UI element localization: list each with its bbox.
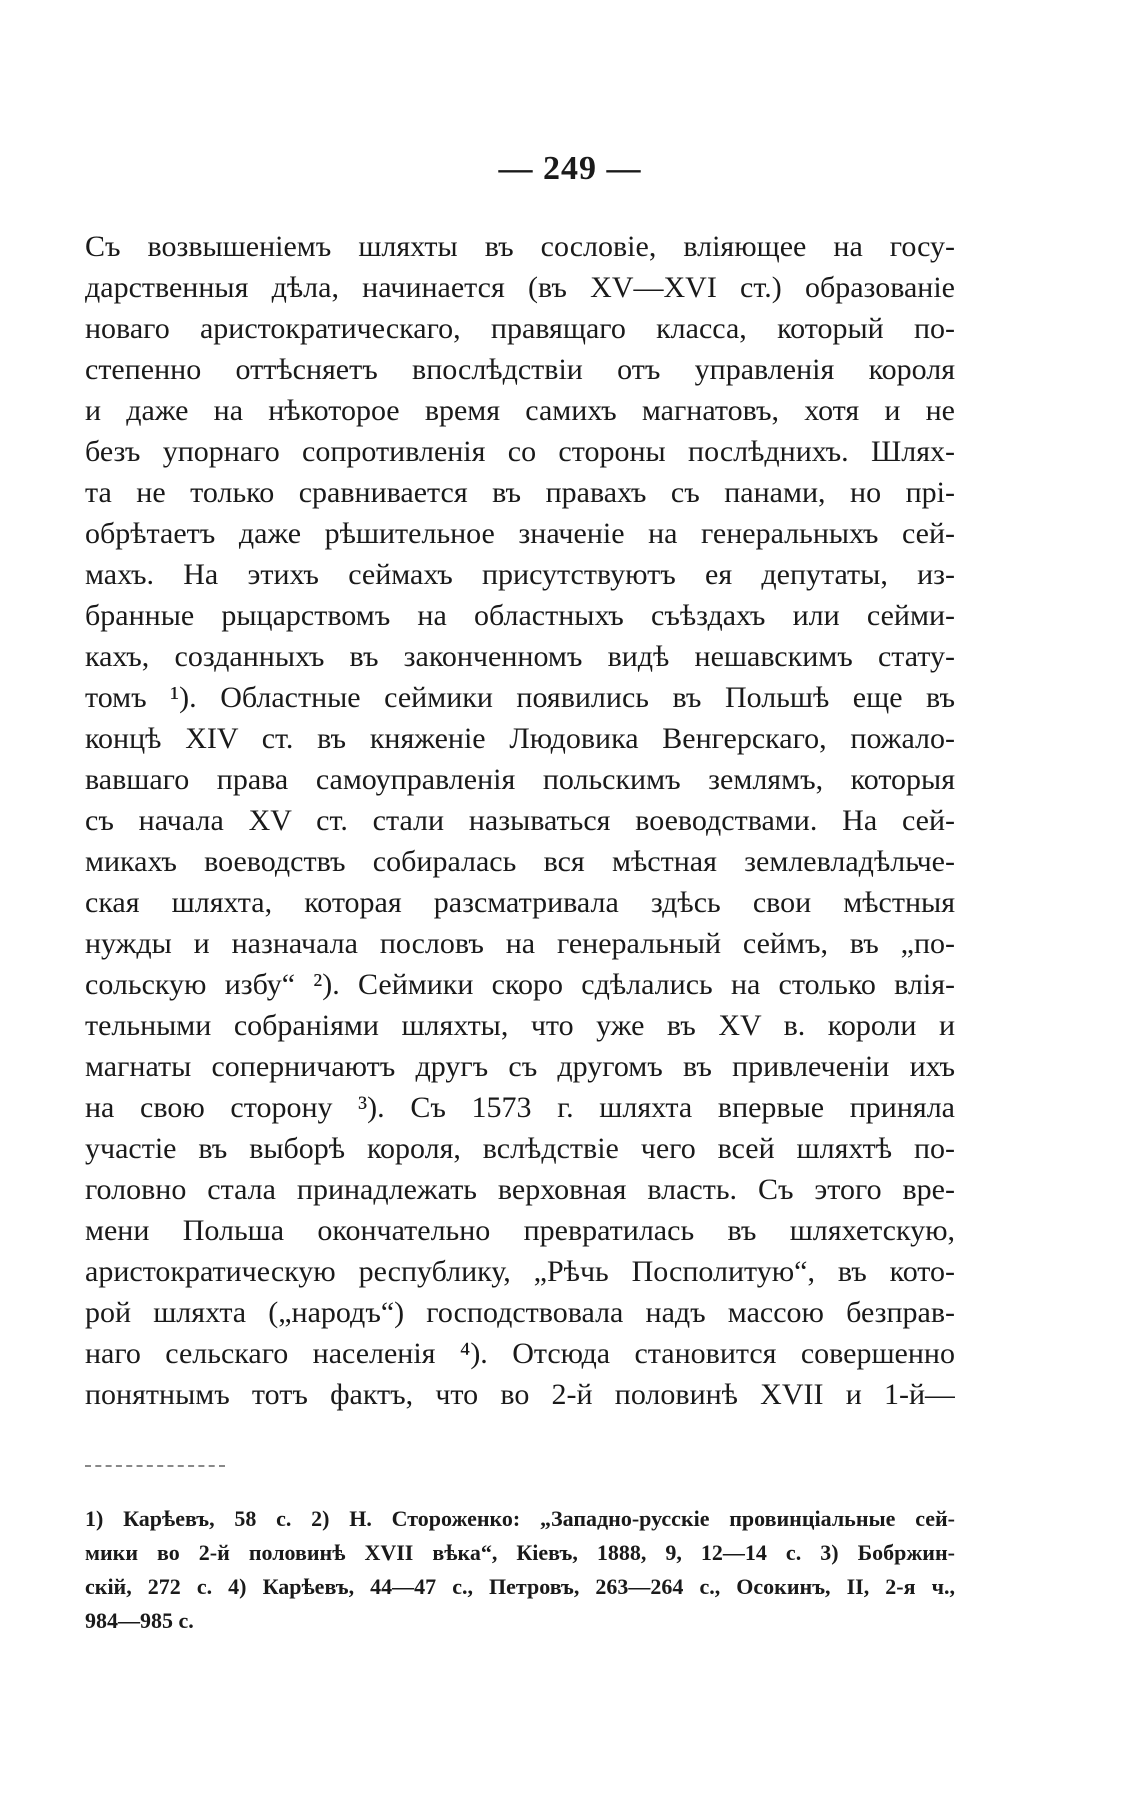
footnote-line: скій, 272 с. 4) Карѣевъ, 44—47 с., Петровъ, 263—264 с., Осокинъ, II, 2-я ч., [85,1574,955,1599]
text-line: и даже на нѣкоторое время самихъ магнатовъ, хотя и не [85,394,955,427]
text-line: безъ упорнаго сопротивленія со стороны послѣднихъ. Шлях- [85,435,955,468]
text-line: рой шляхта („народъ“) господствовала надъ массою безправ- [85,1296,955,1329]
page-number: — 249 — [498,150,642,187]
body-text [85,226,955,1415]
footnote-line: 984—985 с. [85,1608,194,1633]
text-line: томъ ¹). Областные сеймики появились въ Польшѣ еще въ [85,681,955,714]
text-line: наго сельскаго населенія ⁴). Отсюда становится совершенно [85,1337,955,1370]
text-line: магнаты соперничаютъ другъ съ другомъ въ привлеченіи ихъ [85,1050,955,1083]
text-line: та не только сравнивается въ правахъ съ панами, но прі- [85,476,955,509]
text-line: махъ. На этихъ сеймахъ присутствуютъ ея депутаты, из- [85,558,955,591]
text-line: нужды и назначала пословъ на генеральный сеймъ, въ „по- [85,927,955,960]
text-line: обрѣтаетъ даже рѣшительное значеніе на генеральныхъ сей- [85,517,955,550]
text-line: микахъ воеводствъ собиралась вся мѣстная землевладѣльче- [85,845,955,878]
footnote-line: 1) Карѣевъ, 58 с. 2) Н. Стороженко: „Западно-русскіе провинціальные сей- [85,1506,955,1531]
text-line: дарственныя дѣла, начинается (въ XV—XVI ст.) образованіе [85,271,955,304]
text-line: понятнымъ тотъ фактъ, что во 2-й половинѣ XVII и 1-й— [85,1378,955,1411]
text-line: Съ возвышеніемъ шляхты въ сословіе, вліяющее на госу- [85,230,955,263]
text-line: на свою сторону ³). Съ 1573 г. шляхта впервые приняла [85,1091,955,1124]
text-line: кахъ, созданныхъ въ законченномъ видѣ нешавскимъ стату- [85,640,955,673]
footnote-divider [85,1465,225,1467]
text-line: мени Польша окончательно превратилась въ шляхетскую, [85,1214,955,1247]
text-line: степенно оттѣсняетъ впослѣдствіи отъ управленія короля [85,353,955,386]
text-line: съ начала XV ст. стали называться воеводствами. На сей- [85,804,955,837]
footnote-line: мики во 2-й половинѣ XVII вѣка“, Кіевъ, 1888, 9, 12—14 с. 3) Бобржин- [85,1540,955,1565]
footnotes [85,1502,955,1638]
text-line: участіе въ выборѣ короля, вслѣдствіе чего всей шляхтѣ по- [85,1132,955,1165]
text-line: ская шляхта, которая разсматривала здѣсь свои мѣстныя [85,886,955,919]
text-line: концѣ XIV ст. въ княженіе Людовика Венгерскаго, пожало- [85,722,955,755]
text-line: сольскую избу“ ²). Сеймики скоро сдѣлались на столько влія- [85,968,955,1001]
text-line: головно стала принадлежать верховная власть. Съ этого вре- [85,1173,955,1206]
text-line: аристократическую республику, „Рѣчь Посполитую“, въ кото- [85,1255,955,1288]
text-line: новаго аристократическаго, правящаго класса, который по- [85,312,955,345]
text-line: вавшаго права самоуправленія польскимъ землямъ, которыя [85,763,955,796]
text-line: бранные рыцарствомъ на областныхъ съѣздахъ или сейми- [85,599,955,632]
text-line: тельными собраніями шляхты, что уже въ XV в. короли и [85,1009,955,1042]
